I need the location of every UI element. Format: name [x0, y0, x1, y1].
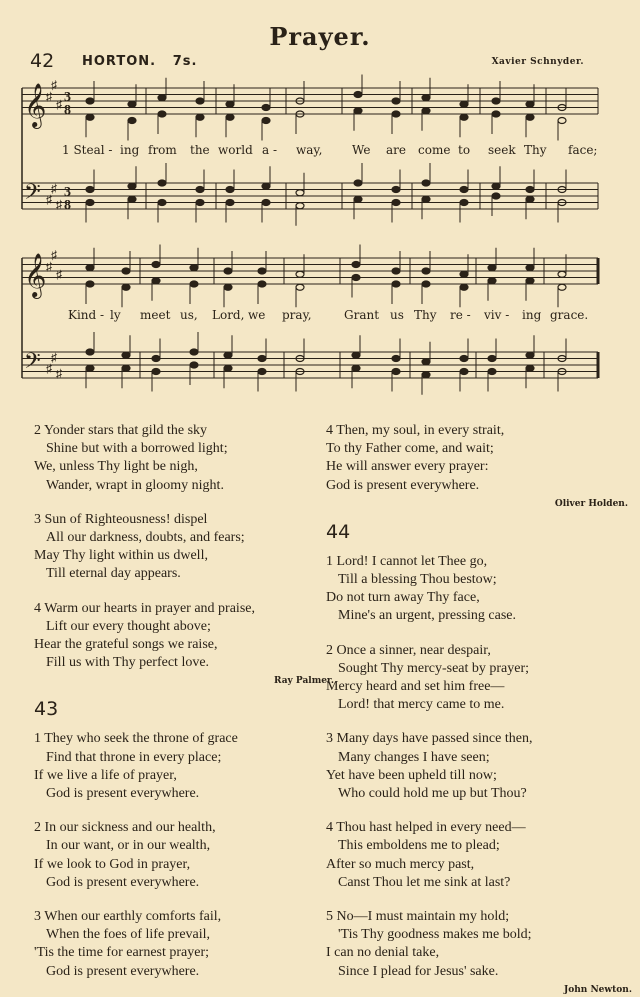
note-head [258, 356, 266, 362]
stanza [326, 642, 616, 715]
hymn-43-stanza-4 [326, 422, 616, 495]
note-head [460, 200, 468, 206]
stanza-line: Mercy heard and set him free— [326, 679, 505, 695]
note-head [262, 183, 270, 189]
stanza [34, 908, 324, 981]
note-head [526, 278, 534, 284]
note-head [86, 114, 94, 120]
note-head [492, 183, 500, 189]
stanza-line: Fill us with Thy perfect love. [46, 655, 210, 671]
sharp-sign: ♯ [56, 97, 62, 112]
note-head [392, 200, 400, 206]
hymn-number: 42 [30, 50, 55, 72]
note-head [226, 114, 234, 120]
hymn-43-number: 43 [34, 698, 59, 721]
stanza-line: 1 Lord! I cannot let Thee go, [326, 553, 488, 569]
sharp-sign: ♯ [56, 366, 62, 381]
note-head [158, 200, 166, 206]
note-head [352, 365, 360, 371]
lyric-syllable: Thy [414, 308, 437, 322]
sharp-sign: ♯ [46, 361, 52, 376]
note-head [526, 101, 534, 107]
stanza-line: Till eternal day appears. [46, 566, 181, 582]
note-head [422, 268, 430, 274]
stanza [34, 600, 324, 673]
note-head [224, 365, 232, 371]
note-head [152, 356, 160, 362]
note-head [128, 196, 136, 202]
note-head [422, 281, 430, 287]
stanza-line: In our want, or in our wealth, [46, 838, 211, 854]
note-head [152, 278, 160, 284]
stanza [34, 819, 324, 892]
stanza-line: This emboldens me to plead; [338, 838, 500, 854]
note-head [196, 200, 204, 206]
note-head [488, 356, 496, 362]
lyric-syllable: world [218, 143, 253, 157]
note-head [558, 118, 566, 124]
note-head [422, 196, 430, 202]
meter-top: 3 [64, 90, 71, 105]
stanza-line: Mine's an urgent, pressing case. [338, 608, 517, 624]
hymn-44-author: John Newton. [563, 984, 632, 995]
note-head [86, 281, 94, 287]
stanza-line: He will answer every prayer: [326, 459, 489, 475]
stanza-line: Since I plead for Jesus' sake. [338, 963, 499, 979]
note-head [354, 180, 362, 186]
stanza [34, 511, 324, 584]
meter-top: 3 [64, 185, 71, 200]
sharp-sign: ♯ [51, 248, 57, 263]
note-head [488, 278, 496, 284]
stanza-line: May Thy light within us dwell, [34, 548, 208, 564]
sharp-sign: ♯ [56, 197, 62, 212]
note-head [422, 108, 430, 114]
stanza-line: God is present everywhere. [46, 874, 200, 890]
lyric-syllable: meet [140, 308, 171, 322]
stanza-line: Hear the grateful songs we raise, [34, 637, 218, 653]
lyric-syllable: from [148, 143, 177, 157]
lyric-syllable: viv - [484, 308, 510, 322]
tune-meter: 7s. [172, 54, 198, 69]
note-head [352, 275, 360, 281]
note-head [422, 372, 430, 378]
note-head [488, 265, 496, 271]
sharp-sign: ♯ [51, 350, 57, 365]
note-head [526, 196, 534, 202]
note-head [352, 352, 360, 358]
note-head [526, 365, 534, 371]
stanza-line: Lord! that mercy came to me. [338, 697, 505, 713]
stanza-line: 1 They who seek the throne of grace [34, 731, 238, 747]
lyric-syllable: ing [120, 143, 140, 157]
stanza-line: I can no denial take, [326, 945, 440, 961]
stanza-line: 'Tis the time for earnest prayer; [34, 945, 210, 961]
treble-clef: 𝄞 [24, 253, 47, 297]
tune-heading [82, 54, 197, 69]
composer-credit: Xavier Schnyder. [491, 57, 584, 67]
bass-clef: 𝄢 [24, 349, 41, 379]
stanza-line: 2 Once a sinner, near despair, [326, 642, 491, 658]
stanza [34, 422, 324, 495]
note-head [86, 265, 94, 271]
note-head [392, 187, 400, 193]
note-head [460, 284, 468, 290]
stanza-line: Canst Thou let me sink at last? [338, 874, 511, 890]
treble-clef: 𝄞 [24, 83, 47, 127]
note-head [190, 265, 198, 271]
note-head [460, 356, 468, 362]
note-head [296, 203, 304, 209]
note-head [190, 349, 198, 355]
stanza-line: 'Tis Thy goodness makes me bold; [338, 927, 532, 943]
lyric-syllable: re - [450, 308, 471, 322]
hymn-42-author: Ray Palmer. [274, 676, 334, 687]
left-column [34, 422, 334, 997]
lyric-syllable: Kind - [68, 308, 105, 322]
note-head [122, 365, 130, 371]
lyric-syllable: a - [262, 143, 278, 157]
lyric-syllable: us, [180, 308, 198, 322]
note-head [122, 268, 130, 274]
stanza-line: All our darkness, doubts, and fears; [46, 530, 245, 546]
stanza [326, 819, 616, 892]
hymn-44-stanzas [326, 553, 616, 981]
note-head [128, 183, 136, 189]
lyric-syllable: us [390, 308, 404, 322]
note-head [86, 349, 94, 355]
lyric-syllable: face; [568, 143, 598, 157]
lyric-syllable: ing [522, 308, 542, 322]
note-head [392, 281, 400, 287]
note-head [422, 95, 430, 101]
note-head [262, 105, 270, 111]
note-head [196, 187, 204, 193]
note-head [392, 98, 400, 104]
stanza-line: 2 Yonder stars that gild the sky [34, 423, 208, 438]
stanza-line: Wander, wrapt in gloomy night. [46, 477, 224, 493]
note-head [226, 200, 234, 206]
stanza-line: 2 In our sickness and our health, [34, 820, 216, 836]
hymn-44-number: 44 [326, 520, 351, 543]
lyric-syllable: pray, [282, 308, 312, 322]
stanza-line: To thy Father come, and wait; [326, 441, 494, 457]
note-head [422, 180, 430, 186]
note-head [158, 111, 166, 117]
note-head [460, 101, 468, 107]
lyric-syllable: the [190, 143, 210, 157]
lyric-syllable: Grant [344, 308, 380, 322]
note-head [258, 281, 266, 287]
stanza [326, 553, 616, 626]
meter-bottom: 8 [64, 103, 71, 118]
lyric-syllable: we [248, 308, 266, 322]
right-column [326, 422, 632, 995]
note-head [392, 369, 400, 375]
lyrics-line-1 [0, 143, 640, 159]
note-head [492, 98, 500, 104]
note-head [392, 356, 400, 362]
note-head [526, 187, 534, 193]
note-head [258, 369, 266, 375]
lyric-syllable: grace. [550, 308, 589, 322]
note-head [152, 369, 160, 375]
note-head [258, 268, 266, 274]
note-head [224, 352, 232, 358]
note-head [86, 365, 94, 371]
stanza [34, 730, 324, 803]
note-head [158, 95, 166, 101]
note-head [122, 284, 130, 290]
stanza [326, 908, 616, 981]
note-head [492, 193, 500, 199]
note-head [196, 98, 204, 104]
lyric-syllable: way, [296, 143, 323, 157]
hymn-43-author: Oliver Holden. [554, 498, 628, 509]
bass-clef: 𝄢 [24, 180, 41, 210]
note-head [262, 118, 270, 124]
note-head [86, 187, 94, 193]
note-head [354, 108, 362, 114]
note-head [224, 284, 232, 290]
lyric-syllable: are [386, 143, 406, 157]
note-head [122, 352, 130, 358]
stanza-line: Till a blessing Thou bestow; [338, 572, 497, 588]
note-head [460, 187, 468, 193]
note-head [558, 284, 566, 290]
sharp-sign: ♯ [56, 267, 62, 282]
stanza-line: God is present everywhere. [46, 786, 200, 802]
lyric-syllable: seek [488, 143, 516, 157]
note-head [190, 362, 198, 368]
note-head [392, 268, 400, 274]
note-head [224, 268, 232, 274]
lyric-syllable: to [458, 143, 471, 157]
lyric-syllable: We [352, 143, 371, 157]
note-head [152, 262, 160, 268]
stanza-line: 3 Sun of Righteousness! dispel [34, 511, 208, 527]
note-head [354, 196, 362, 202]
note-head [352, 262, 360, 268]
note-head [86, 200, 94, 206]
stanza-line: 3 Many days have passed since then, [326, 731, 533, 747]
note-head [190, 281, 198, 287]
sharp-sign: ♯ [46, 259, 52, 274]
hymn-43-stanzas [34, 730, 324, 980]
stanza-line: After so much mercy past, [326, 856, 475, 872]
lyric-syllable: come [418, 143, 451, 157]
stanza-line: Sought Thy mercy-seat by prayer; [338, 660, 530, 676]
stanza-line: 5 No—I must maintain my hold; [326, 909, 510, 925]
stanza-line: 4 Thou hast helped in every need— [326, 820, 526, 836]
stanza-line: Many changes I have seen; [338, 749, 490, 765]
note-head [86, 98, 94, 104]
lyric-syllable: Thy [524, 143, 547, 157]
sharp-sign: ♯ [51, 78, 57, 93]
note-head [488, 369, 496, 375]
stanza-line: Lift our every thought above; [46, 618, 211, 634]
note-head [460, 114, 468, 120]
note-head [354, 92, 362, 98]
stanza [326, 730, 616, 803]
note-head [158, 180, 166, 186]
stanza-line: If we look to God in prayer, [34, 856, 191, 872]
lyrics-line-2 [0, 308, 640, 324]
lyric-syllable: ly [110, 308, 121, 322]
note-head [128, 118, 136, 124]
stanza [326, 422, 616, 495]
stanza-line: Who could hold me up but Thou? [338, 786, 527, 802]
note-head [196, 114, 204, 120]
sharp-sign: ♯ [46, 89, 52, 104]
stanza-line: Find that throne in every place; [46, 749, 222, 765]
section-title: Prayer. [269, 22, 371, 51]
stanza-line: When the foes of life prevail, [46, 927, 211, 943]
hymn-42-stanzas [34, 422, 324, 672]
stanza-line: Yet have been upheld till now; [326, 767, 497, 783]
note-head [460, 271, 468, 277]
sharp-sign: ♯ [51, 181, 57, 196]
note-head [226, 187, 234, 193]
lyric-syllable: 1 Steal - [62, 143, 113, 157]
note-head [492, 111, 500, 117]
sharp-sign: ♯ [46, 192, 52, 207]
note-head [460, 369, 468, 375]
note-head [226, 101, 234, 107]
stanza-line: 4 Then, my soul, in every strait, [326, 423, 505, 438]
stanza-line: God is present everywhere. [46, 963, 200, 979]
note-head [392, 111, 400, 117]
note-head [526, 114, 534, 120]
stanza-line: Do not turn away Thy face, [326, 590, 480, 606]
note-head [296, 284, 304, 290]
note-head [558, 271, 566, 277]
note-head [296, 271, 304, 277]
stanza-line: 4 Warm our hearts in prayer and praise, [34, 600, 255, 616]
note-head [526, 265, 534, 271]
note-head [422, 359, 430, 365]
stanza-line: If we live a life of prayer, [34, 767, 177, 783]
stanza-line: We, unless Thy light be nigh, [34, 459, 198, 475]
meter-bottom: 8 [64, 198, 71, 213]
stanza-line: 3 When our earthly comforts fail, [34, 909, 222, 925]
note-head [128, 101, 136, 107]
lyric-syllable: Lord, [212, 308, 245, 322]
note-head [526, 352, 534, 358]
stanza-line: God is present everywhere. [326, 477, 480, 493]
note-head [262, 200, 270, 206]
stanza-line: Shine but with a borrowed light; [46, 441, 228, 457]
tune-name: HORTON. [82, 54, 157, 69]
note-head [296, 190, 304, 196]
